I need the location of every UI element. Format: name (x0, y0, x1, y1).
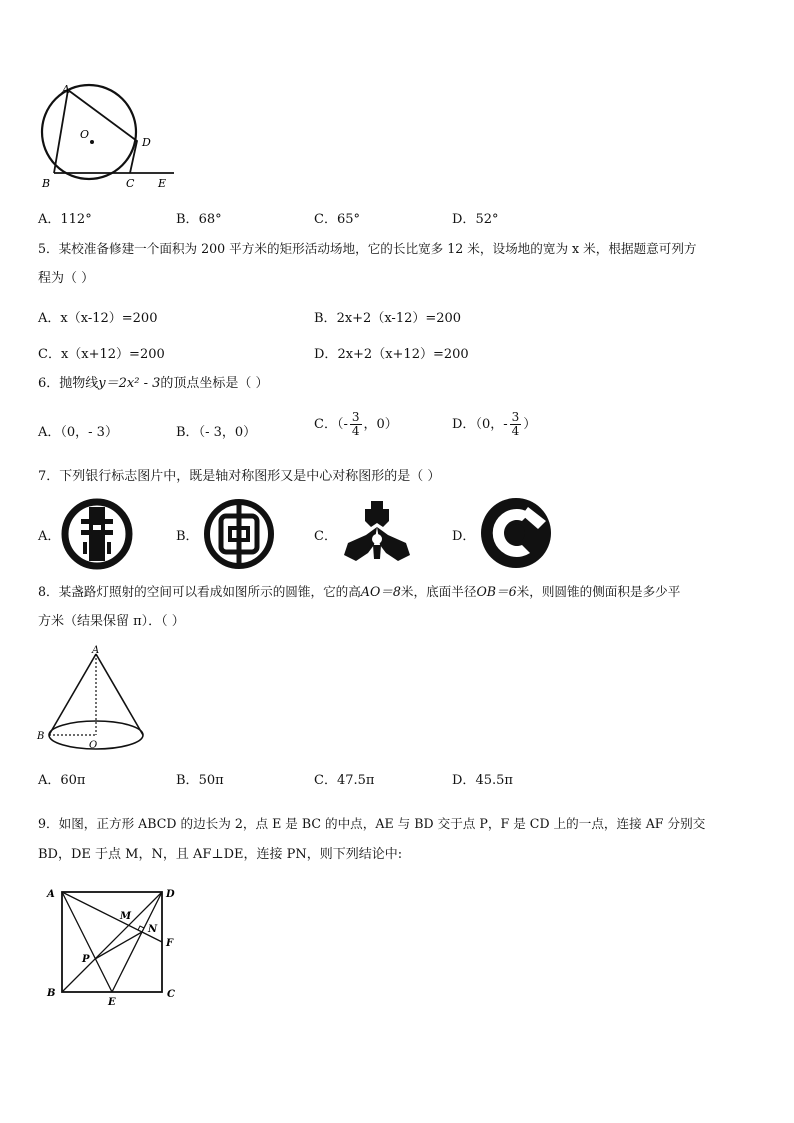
q8-option-d-text: 45.5π (475, 773, 513, 788)
q6-option-d-post: ） (523, 417, 537, 432)
q5-option-b-text: 2x+2（x-12）=200 (336, 311, 462, 326)
q4-option-d-text: 52° (475, 212, 499, 227)
q7-option-b-label: B． (176, 529, 199, 544)
q5-option-b-label: B． (314, 311, 337, 326)
q9-label-M: M (120, 911, 132, 922)
q9-stem-line2: BD，DE 于点 M，N，且 AF⊥DE，连接 PN，则下列结论中: (38, 847, 403, 862)
q9-label-P: P (82, 954, 90, 965)
q9-stem-line1: 9．如图，正方形 ABCD 的边长为 2，点 E 是 BC 的中点，AE 与 BD 交于点 P，F 是 CD 上的一点，连接 AF 分别交 (38, 816, 706, 831)
q5-option-c-text: x（x+12）=200 (60, 347, 165, 362)
q6-stem-suffix: 的顶点坐标是（ ） (160, 376, 269, 391)
q8-option-c-label: C． (314, 773, 337, 788)
q4-label-O: O (80, 128, 90, 141)
q8-stem-suffix: 米，则圆锥的侧面积是多少平 (516, 584, 681, 599)
q9-line-AE (62, 892, 112, 992)
q4-option-c-label: C． (314, 212, 337, 227)
q4-option-c-text: 65° (336, 212, 360, 227)
q8-cone-figure (34, 642, 154, 754)
q8-formula-ao: AO＝8 (360, 584, 401, 599)
q4-label-A: A (62, 83, 70, 96)
q8-option-d (452, 769, 513, 788)
q4-label-C: C (126, 177, 135, 190)
q6-option-d-fraction (510, 411, 522, 438)
q6-option-c-fraction (350, 411, 362, 438)
q8-option-a (38, 769, 85, 788)
q6-option-a-label: A． (38, 425, 61, 440)
q6-stem-prefix: 6．抛物线 (38, 376, 99, 391)
q6-option-a-text: （0，- 3） (60, 425, 118, 440)
q6-option-d-denominator: 4 (511, 424, 520, 438)
q9-label-F: F (166, 938, 174, 949)
q4-option-a-label: A． (38, 212, 61, 227)
q9-label-E: E (108, 997, 116, 1007)
q4-label-E: E (158, 177, 167, 190)
q8-option-b (176, 769, 224, 788)
q6-option-c-denominator: 4 (351, 424, 360, 438)
bank-logo-b-icon (202, 497, 276, 571)
q7-option-c-label: C． (314, 529, 337, 544)
q7-option-d-label: D． (452, 529, 476, 544)
q8-option-a-label: A． (38, 773, 61, 788)
q4-center-dot (90, 140, 94, 144)
q9-label-C: C (167, 989, 175, 1000)
q9-diagonal-BD (62, 892, 162, 992)
q6-option-b (176, 421, 256, 440)
q9-square-figure (40, 882, 190, 1007)
q6-option-c-pre: （- (336, 417, 348, 432)
q5-option-a-label: A． (38, 311, 61, 326)
q4-option-a (38, 208, 92, 227)
q6-option-b-text: （- 3，0） (198, 425, 257, 440)
q4-option-b-label: B． (176, 212, 199, 227)
q5-option-d-label: D． (314, 347, 338, 362)
q5-option-d-text: 2x+2（x+12）=200 (337, 347, 469, 362)
q6-option-d-numerator: 3 (511, 410, 520, 424)
q6-option-d-label: D． (452, 417, 476, 432)
q6-option-b-label: B． (176, 425, 199, 440)
q9-label-N: N (148, 924, 158, 935)
q7-option-a-label: A． (38, 529, 61, 544)
q8-option-c (314, 769, 374, 788)
q4-option-d (452, 208, 498, 227)
q8-label-O: O (89, 740, 98, 751)
q6-option-a (38, 421, 118, 440)
q6-option-c-label: C． (314, 417, 337, 432)
q5-option-a-text: x（x-12）=200 (60, 311, 158, 326)
q8-stem-line2: 方米（结果保留 π）．（ ） (38, 614, 185, 629)
q8-option-b-label: B． (176, 773, 199, 788)
q5-option-d (314, 343, 469, 362)
q9-label-D: D (166, 889, 175, 900)
q4-option-b (176, 208, 222, 227)
q9-line-DE (112, 892, 162, 992)
q8-option-a-text: 60π (60, 773, 86, 788)
q5-stem-line2: 程为（ ） (38, 271, 95, 286)
bank-logo-d-icon (478, 495, 554, 571)
q8-label-A: A (92, 645, 100, 656)
q5-stem-line1: 5．某校准备修建一个面积为 200 平方米的矩形活动场地，它的长比宽多 12 米，设场地的宽为 x 米，根据题意可列方 (38, 241, 697, 256)
q5-option-c (38, 343, 165, 362)
q4-label-B: B (42, 177, 51, 190)
q6-stem (38, 375, 269, 393)
q4-option-c (314, 208, 360, 227)
q4-circle-figure (34, 80, 184, 195)
q4-label-D: D (142, 136, 151, 149)
q7-stem: 7．下列银行标志图片中，既是轴对称图形又是中心对称图形的是（ ） (38, 469, 441, 484)
q6-option-c-numerator: 3 (351, 410, 360, 424)
q8-option-d-label: D． (452, 773, 476, 788)
q8-stem-prefix: 8．某盏路灯照射的空间可以看成如图所示的圆锥，它的高 (38, 584, 361, 599)
bank-logo-c-icon (340, 497, 414, 571)
q9-label-B: B (47, 988, 56, 999)
q4-option-a-text: 112° (60, 212, 92, 227)
q8-formula-ob: OB＝6 (476, 584, 517, 599)
q8-stem-line1 (38, 583, 680, 601)
q6-option-c (314, 411, 398, 438)
q6-stem-formula: y＝2x² - 3 (98, 376, 161, 391)
bank-logo-a-icon (60, 497, 134, 571)
q5-option-b (314, 307, 461, 326)
q6-option-d-pre: （0，- (475, 417, 508, 432)
q8-option-b-text: 50π (198, 773, 224, 788)
q4-option-d-label: D． (452, 212, 476, 227)
q9-label-A: A (47, 889, 55, 900)
q5-option-a (38, 307, 157, 326)
q8-option-c-text: 47.5π (336, 773, 375, 788)
q8-label-B: B (37, 731, 45, 742)
q8-stem-mid: 米，底面半径 (400, 584, 477, 599)
q6-option-c-post: ，0） (363, 417, 398, 432)
q6-option-d (452, 411, 536, 438)
q4-option-b-text: 68° (198, 212, 222, 227)
q5-option-c-label: C． (38, 347, 61, 362)
q9-line-AF (62, 892, 162, 942)
